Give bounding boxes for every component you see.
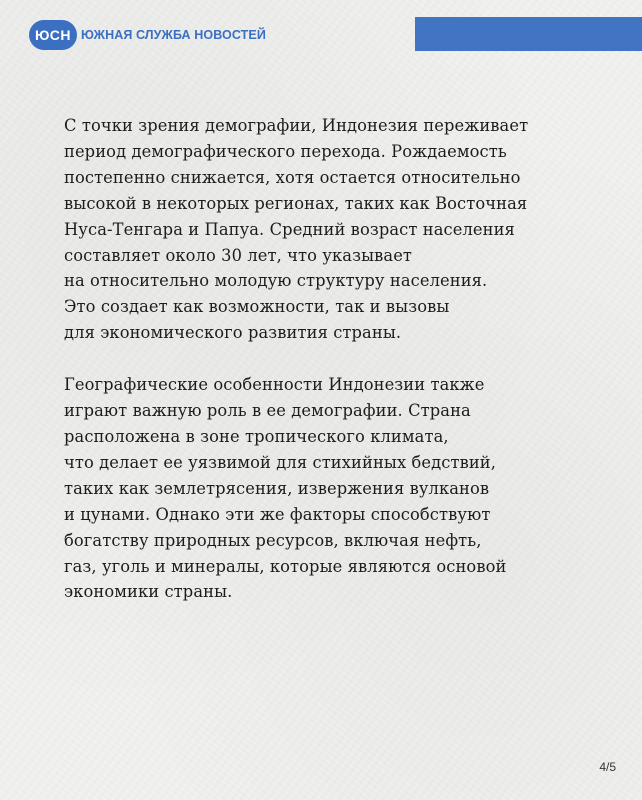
article-body [64,113,604,631]
text-line: газ, уголь и минералы, которые являются основой [64,556,507,576]
text-line: богатству природных ресурсов, включая нефть, [64,530,482,550]
header-accent-bar [415,17,642,51]
text-line: расположена в зоне тропического климата, [64,426,449,446]
text-line: период демографического перехода. Рождаемость [64,141,507,161]
text-line: что делает ее уязвимой для стихийных бедствий, [64,452,497,472]
paragraph-1 [64,113,604,346]
paragraph-2 [64,372,604,605]
header [0,0,642,60]
logo[interactable] [29,20,266,50]
text-line: высокой в некоторых регионах, таких как Восточная [64,193,528,213]
text-line: С точки зрения демографии, Индонезия переживает [64,116,529,135]
page-indicator: 4/5 [599,760,616,774]
text-line: составляет около 30 лет, что указывает [64,245,413,265]
logo-name: ЮЖНАЯ СЛУЖБА НОВОСТЕЙ [81,28,266,42]
text-line: играют важную роль в ее демографии. Страна [64,401,471,421]
text-line: и цунами. Однако эти же факторы способствуют [64,504,491,524]
text-line: для экономического развития страны. [64,323,402,343]
text-line: Нуса-Тенгара и Папуа. Средний возраст населения [64,219,515,239]
text-line: экономики страны. [64,582,233,602]
text-line: таких как землетрясения, извержения вулканов [64,478,490,498]
text-line: Географические особенности Индонезии также [64,375,485,395]
text-line: постепенно снижается, хотя остается относительно [64,167,521,187]
logo-badge: ЮСН [29,20,77,50]
text-line: на относительно молодую структуру населения. [64,271,488,291]
text-line: Это создает как возможности, так и вызовы [64,297,450,317]
